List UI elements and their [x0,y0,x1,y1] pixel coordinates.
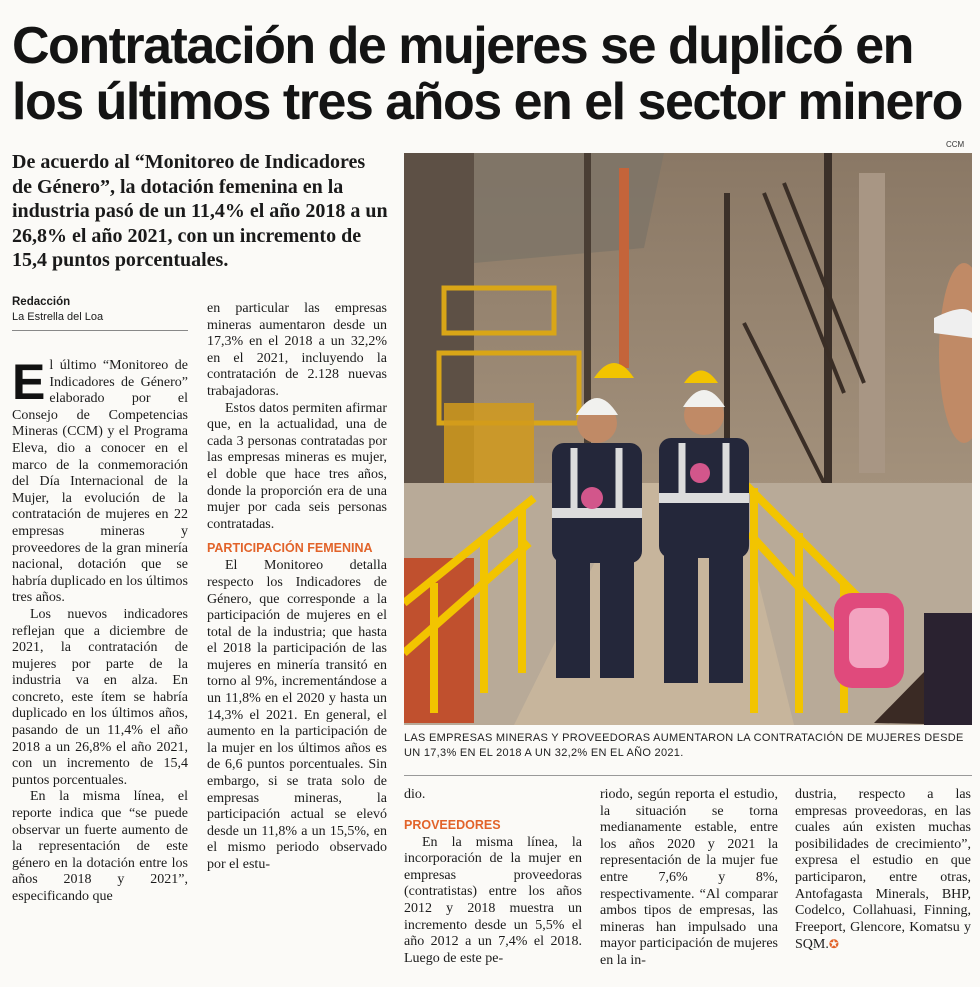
article-paragraph: dustria, respecto a las empresas proveedoras, en las cuales aún existen muchas posibilidades de crecimiento”, expresa el estudio en que participaron, entre otras, Antofagasta Minerals, BHP, Codelco, Collahuasi, Finning, Freeport, Glencore, Komatsu y SQM.✪ [795,787,971,953]
photo-credit: CCM [946,140,965,149]
article-paragraph: dio. [404,787,426,802]
mine-workers-illustration [404,153,972,725]
article-column-1 [12,354,188,906]
article-paragraph: en particular las empresas mineras aumentaron desde un 17,3% en el 2018 a un 32,2% en el 2021, incluyendo la contratación de 2.128 nuevas trabajadoras. [207,301,387,399]
article-column-4 [600,787,778,970]
byline-author: Redacción [12,296,71,308]
article-paragraph: En la misma línea, la incorporación de la mujer en empresas proveedoras (contratistas) entre los años 2012 y 2018 muestra un incremento desde un 5,5% el año 2012 a un 7,4% el 2018. Luego de este pe- [404,834,582,966]
article-paragraph: Estos datos permiten afirmar que, en la actualidad, una de cada 3 personas contratadas por las empresas mineras es mujer, el doble que hace tres años, donde la proporción era de una mujer por cada seis personas contratadas. [207,400,387,532]
headline: Contratación de mujeres se duplicó en los últimos tres años en el sector minero [12,17,962,131]
article-photo [404,153,972,725]
article-paragraph: El Monitoreo detalla respecto los Indicadores de Género, que corresponde a la participación de mujeres en el total de la industria; que hasta el 2018 la participación de las mujeres en minería transitó en torno al 9%, incrementándose a un 11,8% en el 2020 y hasta un 14,3% el 2021. En general, el aumento en la participación de la mujer en los últimos años es de 6,6 puntos porcentuales. Sin embargo, si se trata solo de empresas mineras, la participación actual se elevó desde un 11,8% a un 15,5%, en el mismo periodo observado por el estu- [207,558,387,872]
article-column-2 [207,301,387,874]
drop-cap: E [12,354,46,410]
article-paragraph: riodo, según reporta el estudio, la situación se torna medianamente estable, entre los años 2020 y 2021 la representación de la mujer fue entre 7,6% y 8%, respectivamente. “Al comparar ambos tipos de empresas, las mineras han impulsado una mayor participación de mujeres en la in- [600,787,778,968]
article-column-3 [404,787,582,967]
lead-paragraph: De acuerdo al “Monitoreo de Indicadores de Género”, la dotación femenina en la industria pasó de un 11,4% el año 2018 a un 26,8% el año 2021, con un incremento de 15,4 puntos porcentuales. [12,151,388,271]
subheading-participacion: PARTICIPACIÓN FEMENINA [207,541,373,556]
end-mark-icon: ✪ [828,937,839,952]
article-paragraph: Los nuevos indicadores reflejan que a diciembre de 2021, la contratación de mujeres por parte de la industria va en alza. En concreto, este ítem se habría duplicado en los últimos años, pasando de un 11,4% el año 2018 a un 26,8% el año 2021, con un incremento de 15,4 puntos porcentuales. [12,606,188,788]
byline [12,295,188,331]
byline-publication: La Estrella del Loa [12,311,104,323]
photo-caption: LAS EMPRESAS MINERAS Y PROVEEDORAS AUMENTARON LA CONTRATACIÓN DE MUJERES DESDE UN 17,3% EN EL 2018 A UN 32,2% EN EL AÑO 2021. [404,732,964,759]
subheading-proveedores: PROVEEDORES [404,817,501,832]
article-paragraph: En la misma línea, el reporte indica que “se puede observar un fuerte aumento de la representación de este género en la dotación entre los años 2018 y 2021”, especificando que [12,789,188,904]
article-column-5 [795,787,971,954]
caption-divider [404,775,972,776]
article-paragraph: El último “Monitoreo de Indicadores de Género” elaborado por el Consejo de Competencias Mineras (CCM) y el Programa Eleva, dio a conocer en el marco de la conmemoración del Día Internacional de la Mujer, la evolución de la contratación de mujeres en 22 empresas mineras y proveedores de la gran minería nacional, dotación que se habría duplicado en los últimos tres años. [12,354,188,606]
